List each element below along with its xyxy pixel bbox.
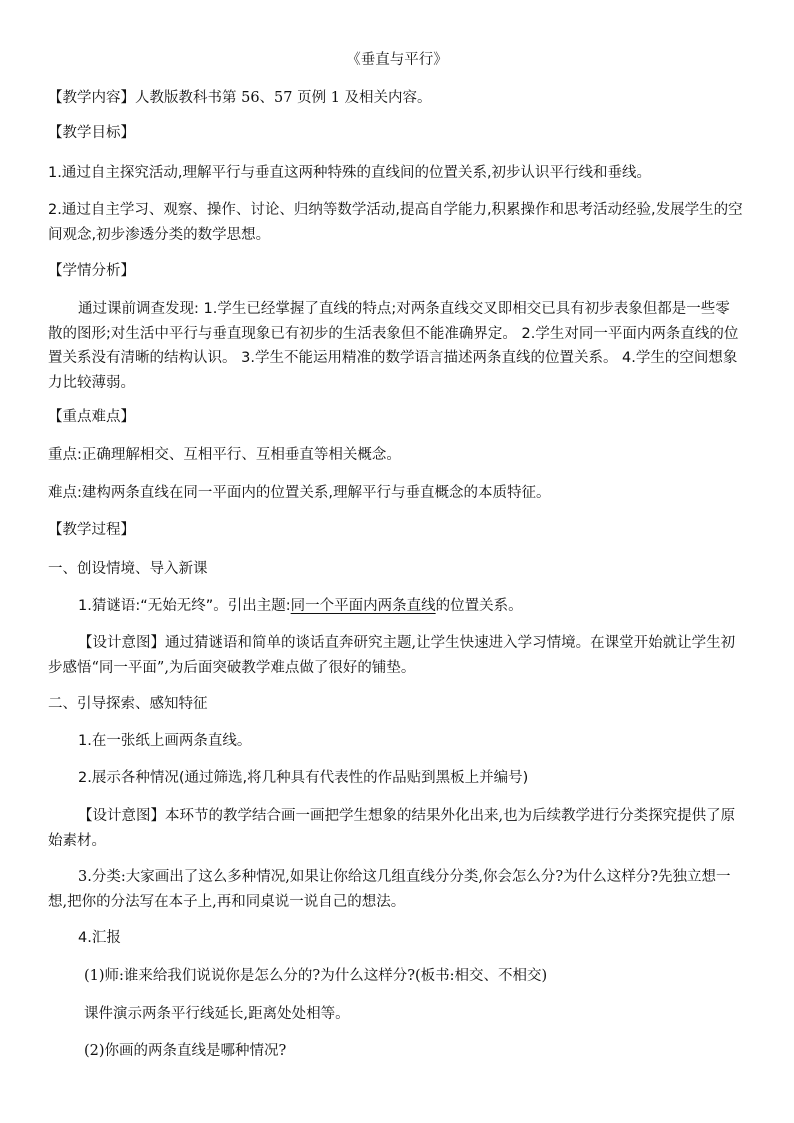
teaching-content-label: 【教学内容】 bbox=[48, 90, 135, 106]
part1-step1-underlined: 同一个平面内两条直线 bbox=[290, 598, 436, 614]
objective-item-2: 2.通过自主学习、观察、操作、讨论、归纳等数学活动,提高自学能力,积累操作和思考活动经验,发展学生的空间观念,初步渗透分类的数学思想。 bbox=[48, 202, 743, 243]
part2-question1: (1)师:谁来给我们说说你是怎么分的?为什么这样分?(板书:相交、不相交) bbox=[84, 968, 548, 984]
objective-item-1: 1.通过自主探究活动,理解平行与垂直这两种特殊的直线间的位置关系,初步认识平行线和垂线。 bbox=[48, 165, 652, 181]
teaching-content-line bbox=[48, 86, 748, 110]
process-heading: 【教学过程】 bbox=[48, 522, 135, 538]
difficult-point: 难点:建构两条直线在同一平面内的位置关系,理解平行与垂直概念的本质特征。 bbox=[48, 485, 551, 501]
part1-design-text: 通过猜谜语和简单的谈话直奔研究主题,让学生快速进入学习情境。在课堂开始就让学生初步感悟“同一平面”,为后面突破教学难点做了很好的铺垫。 bbox=[48, 635, 736, 676]
part1-design-intent bbox=[48, 631, 744, 680]
teaching-content-text: 人教版教科书第 56、57 页例 1 及相关内容。 bbox=[135, 90, 432, 106]
key-point: 重点:正确理解相交、互相平行、互相垂直等相关概念。 bbox=[48, 447, 401, 463]
part1-design-label: 【设计意图】 bbox=[78, 635, 165, 651]
part2-design-text: 本环节的教学结合画一画把学生想象的结果外化出来,也为后续教学进行分类探究提供了原始素材。 bbox=[48, 808, 736, 849]
part1-step1-prefix: 1.猜谜语:“无始无终”。引出主题: bbox=[78, 598, 291, 614]
analysis-paragraph: 通过课前调查发现: 1.学生已经掌握了直线的特点;对两条直线交叉即相交已具有初步表象但都是一些零散的图形;对生活中平行与垂直现象已有初步的生活表象但不能准确界定。 2.学生对同一平面内两条直线的位置关系没有清晰的结构认识。 3.学生不能运用精准的数学语言描述两条直线的位置关系。 4.学生的空间想象力比较薄弱。 bbox=[48, 301, 739, 391]
part2-step1: 1.在一张纸上画两条直线。 bbox=[78, 733, 252, 749]
part1-heading: 一、创设情境、导入新课 bbox=[48, 561, 208, 577]
analysis-heading: 【学情分析】 bbox=[48, 263, 135, 279]
part1-step1-suffix: 的位置关系。 bbox=[435, 598, 523, 614]
part1-step1 bbox=[78, 594, 778, 618]
part2-step3: 3.分类:大家画出了这么多种情况,如果让你给这几组直线分分类,你会怎么分?为什么这样分?先独立想一想,把你的分法写在本子上,再和同桌说一说自己的想法。 bbox=[48, 869, 731, 910]
part2-heading: 二、引导探索、感知特征 bbox=[48, 696, 208, 712]
keypoints-heading: 【重点难点】 bbox=[48, 409, 135, 425]
part2-design-label: 【设计意图】 bbox=[78, 808, 165, 824]
part2-question2: (2)你画的两条直线是哪种情况? bbox=[84, 1043, 287, 1059]
part2-design-intent bbox=[48, 804, 744, 853]
document-title: 《垂直与平行》 bbox=[346, 52, 448, 68]
part2-step4: 4.汇报 bbox=[78, 930, 121, 946]
part2-step2: 2.展示各种情况(通过筛选,将几种具有代表性的作品贴到黑板上并编号) bbox=[78, 770, 529, 786]
part2-question1-note: 课件演示两条平行线延长,距离处处相等。 bbox=[84, 1006, 350, 1022]
objectives-heading: 【教学目标】 bbox=[48, 125, 135, 141]
